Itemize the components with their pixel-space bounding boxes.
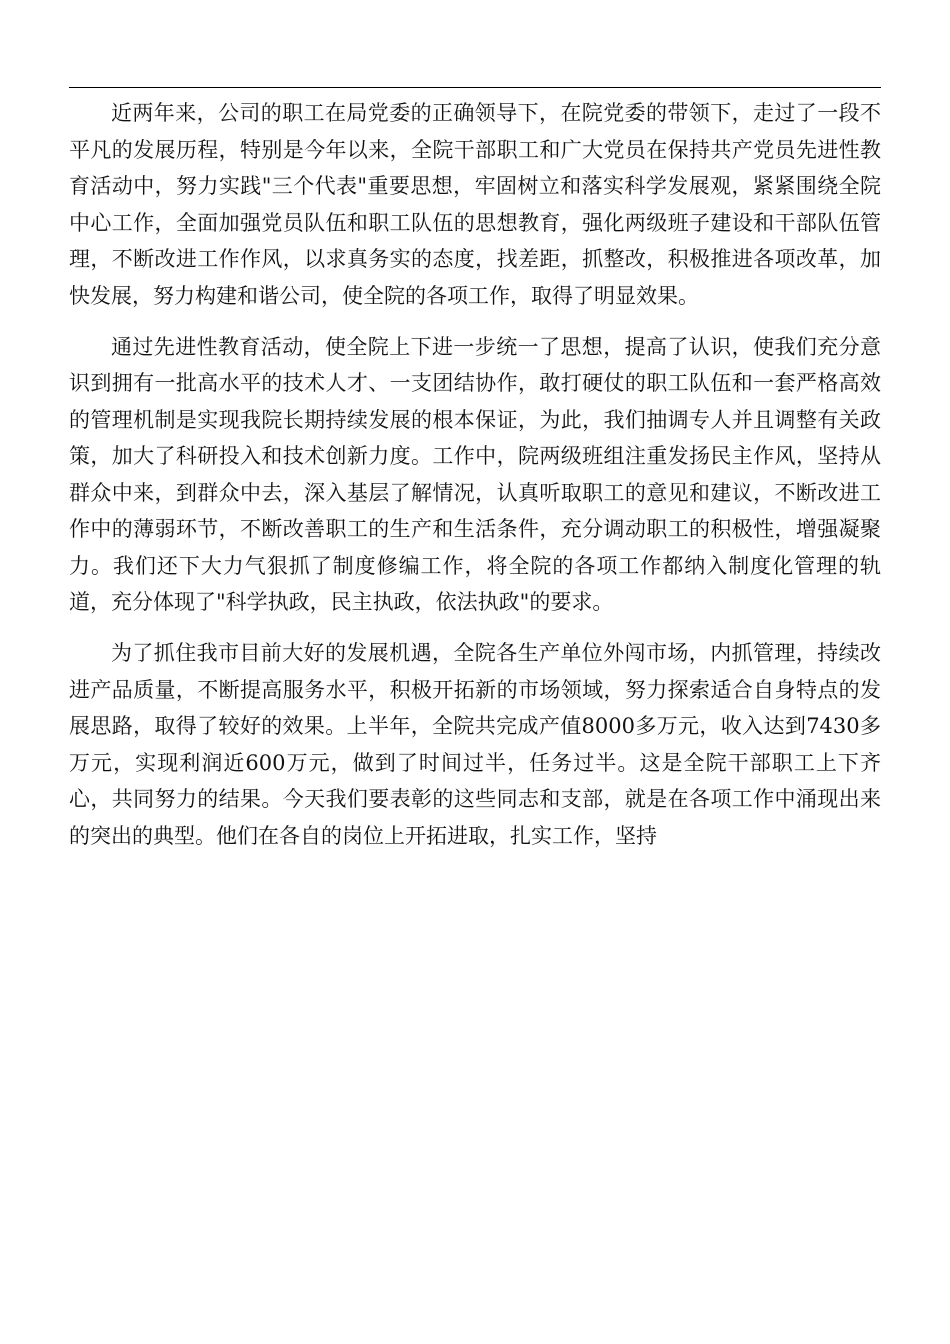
header-rule — [69, 87, 881, 88]
paragraph: 为了抓住我市目前大好的发展机遇，全院各生产单位外闯市场，内抓管理，持续改进产品质量，不断提高服务水平，积极开拓新的市场领域，努力探索适合自身特点的发展思路，取得了较好的效果。上半年，全院共完成产值8000多万元，收入达到7430多万元，实现利润近600万元，做到了时间过半，任务过半。这是全院干部职工上下齐心，共同努力的结果。今天我们要表彰的这些同志和支部，就是在各项工作中涌现出来的突出的典型。他们在各自的岗位上开拓进取，扎实工作，坚持 — [69, 641, 881, 848]
paragraph: 近两年来，公司的职工在局党委的正确领导下，在院党委的带领下，走过了一段不平凡的发展历程，特别是今年以来，全院干部职工和广大党员在保持共产党员先进性教育活动中，努力实践"三个代表"重要思想，牢固树立和落实科学发展观，紧紧围绕全院中心工作，全面加强党员队伍和职工队伍的思想教育，强化两级班子建设和干部队伍管理，不断改进工作作风，以求真务实的态度，找差距，抓整改，积极推进各项改革，加快发展，努力构建和谐公司，使全院的各项工作，取得了明显效果。 — [69, 101, 881, 308]
paragraph: 通过先进性教育活动，使全院上下进一步统一了思想，提高了认识，使我们充分意识到拥有一批高水平的技术人才、一支团结协作，敢打硬仗的职工队伍和一套严格高效的管理机制是实现我院长期持续发展的根本保证，为此，我们抽调专人并且调整有关政策，加大了科研投入和技术创新力度。工作中，院两级班组注重发扬民主作风，坚持从群众中来，到群众中去，深入基层了解情况，认真听取职工的意见和建议，不断改进工作中的薄弱环节，不断改善职工的生产和生活条件，充分调动职工的积极性，增强凝聚力。我们还下大力气狠抓了制度修编工作，将全院的各项工作都纳入制度化管理的轨道，充分体现了"科学执政，民主执政，依法执政"的要求。 — [69, 334, 881, 614]
document-body — [69, 95, 881, 869]
